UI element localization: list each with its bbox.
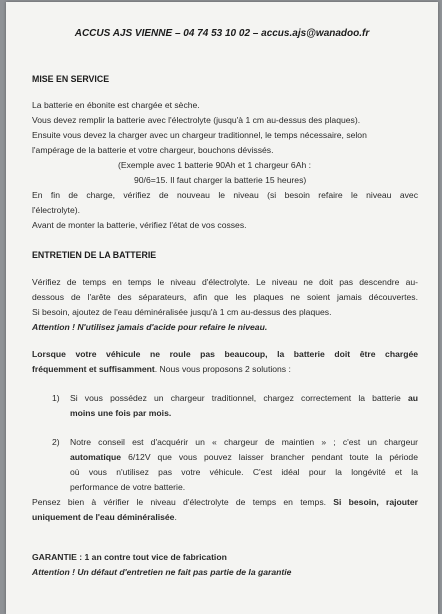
bold-text: au bbox=[407, 393, 418, 403]
list-number: 1) bbox=[52, 393, 60, 403]
garantie-warning: Attention ! Un défaut d'entretien ne fait pas partie de la garantie bbox=[32, 567, 292, 577]
bold-text: uniquement de l'eau déminéralisée bbox=[32, 512, 175, 522]
text-line: Si besoin, ajoutez de l'eau déminéralisée jusqu'à 1 cm au-dessus des plaques. bbox=[32, 307, 332, 317]
text-line: La batterie en ébonite est chargée et sèche. bbox=[32, 100, 200, 110]
warning-line: Attention ! N'utilisez jamais d'acide pour refaire le niveau. bbox=[32, 322, 268, 332]
text: 6/12V que vous pouvez laisser brancher pendant toute la période bbox=[121, 452, 418, 462]
text: . Nous vous proposons 2 solutions : bbox=[154, 364, 291, 374]
list-number: 2) bbox=[52, 437, 60, 447]
text-line: l'électrolyte). bbox=[32, 205, 80, 215]
text: Pensez bien à vérifier le niveau d'électrolyte de temps en temps. bbox=[32, 497, 334, 507]
text: Si vous possédez un chargeur traditionnel, chargez correctement la batterie bbox=[70, 393, 408, 403]
list-item-line: Notre conseil est d'acquérir un « chargeur de maintien » ; c'est un chargeur bbox=[70, 437, 418, 447]
text-line: Avant de monter la batterie, vérifiez l'état de vos cosses. bbox=[32, 220, 247, 230]
text-line bbox=[32, 512, 177, 524]
document-page bbox=[6, 2, 438, 614]
list-item-line: performance de votre batterie. bbox=[70, 482, 186, 492]
bold-paragraph-line: Lorsque votre véhicule ne roule pas beaucoup, la batterie doit être chargée bbox=[32, 349, 418, 359]
text-line: l'ampérage de la batterie et votre chargeur, bouchons dévissés. bbox=[32, 145, 274, 155]
text-line bbox=[32, 497, 418, 509]
text: . bbox=[174, 512, 177, 522]
list-item-line: moins une fois par mois. bbox=[70, 408, 172, 418]
list-item-line bbox=[70, 452, 418, 464]
example-line: 90/6=15. Il faut charger la batterie 15 heures) bbox=[134, 175, 307, 185]
list-item-line bbox=[70, 393, 418, 405]
text-line: En fin de charge, vérifiez de nouveau le niveau (si besoin refaire le niveau avec bbox=[32, 190, 418, 200]
garantie-line: GARANTIE : 1 an contre tout vice de fabrication bbox=[32, 552, 227, 562]
header-contact: ACCUS AJS VIENNE – 04 74 53 10 02 – accus.ajs@wanadoo.fr bbox=[74, 28, 370, 39]
text-line: Ensuite vous devez la charger avec un chargeur traditionnel, le temps nécessaire, selon bbox=[32, 130, 367, 140]
example-line: (Exemple avec 1 batterie 90Ah et 1 chargeur 6Ah : bbox=[118, 160, 311, 170]
text-line: dessous de l'arête des séparateurs, afin que les plaques ne soient jamais découvertes. bbox=[32, 292, 418, 302]
section-title-entretien: ENTRETIEN DE LA BATTERIE bbox=[32, 250, 157, 260]
text-line bbox=[32, 364, 291, 376]
bold-text: automatique bbox=[70, 452, 122, 462]
bold-text: Si besoin, rajouter bbox=[333, 497, 418, 507]
section-title-mise-en-service: MISE EN SERVICE bbox=[32, 74, 110, 84]
text-line: Vous devez remplir la batterie avec l'électrolyte (jusqu'à 1 cm au-dessus des plaques). bbox=[32, 115, 361, 125]
bold-text: fréquemment et suffisamment bbox=[32, 364, 155, 374]
text-line: Vérifiez de temps en temps le niveau d'électrolyte. Le niveau ne doit pas descendre au- bbox=[32, 277, 418, 287]
list-item-line: où vous n'utilisez pas votre véhicule. C'est idéal pour la longévité et la bbox=[70, 467, 418, 477]
